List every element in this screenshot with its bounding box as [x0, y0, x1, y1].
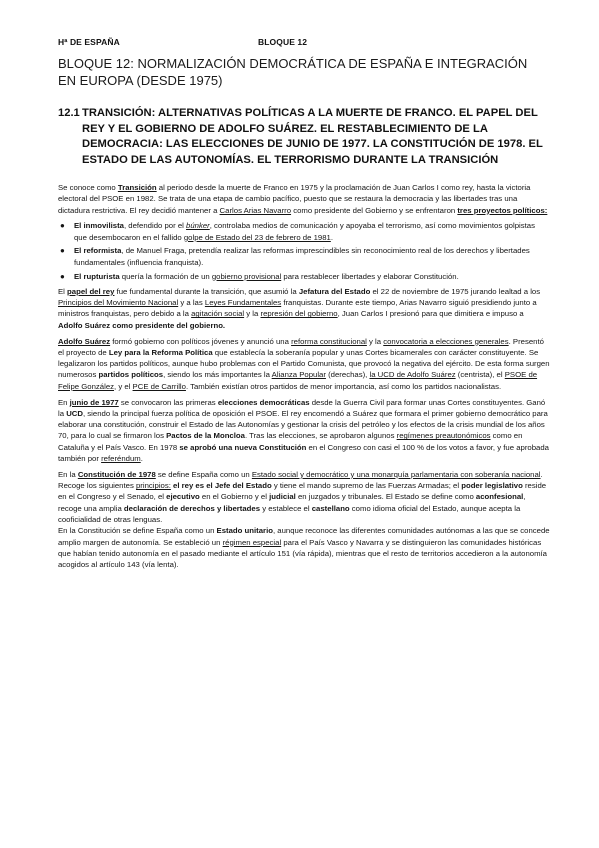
text: en el Congreso con casi el 100 % de los votos a favor, y fue aprobada también por: [58, 442, 549, 464]
term-reforma: reforma constitucional: [291, 336, 367, 346]
term-castellano: castellano: [311, 503, 350, 513]
term-papel-rey: papel del rey: [67, 286, 115, 296]
text: (centrista), el: [455, 370, 505, 380]
text: , y el: [114, 381, 133, 391]
header-subject: Hª DE ESPAÑA: [58, 37, 120, 47]
term-nueva-constitucion: se aprobó una nueva Constitución: [179, 442, 307, 452]
term-jefatura: Jefatura del Estado: [298, 286, 371, 296]
bullet-icon: ●: [60, 221, 65, 231]
term-arias-navarro: Carlos Arias Navarro: [219, 205, 292, 215]
item-heading: El rupturista: [74, 271, 120, 281]
term-transicion: Transición: [117, 183, 157, 192]
text: quería la formación de un: [119, 271, 212, 281]
term-derechos: declaración de derechos y libertades: [123, 503, 261, 513]
bullet-icon: ●: [60, 246, 65, 256]
paragraph-constitucion: [58, 469, 550, 525]
text: franquistas. Durante este tiempo, Arias Navarro siguió presidiendo junto a ministros franquistas, pero debido a la: [58, 298, 537, 319]
text: como en Cataluña y el País Vasco. En 1978: [58, 431, 523, 452]
text: En: [58, 397, 70, 407]
term-legislativo: poder legislativo: [461, 481, 523, 491]
text: formó gobierno con políticos jóvenes y anunció una: [110, 336, 292, 346]
term-moncloa: Pactos de la Moncloa: [166, 431, 245, 441]
text: reside en el Congreso y el Senado, el: [58, 481, 547, 502]
text: y establece el: [260, 503, 312, 513]
term-ucd: la UCD de Adolfo Suárez: [369, 370, 456, 380]
term-golpe: golpe de Estado del 23 de febrero de 1981: [183, 232, 331, 242]
document-body: [58, 182, 550, 575]
term-gobierno-provisional: gobierno provisional: [211, 271, 282, 281]
term-referendum: referéndum: [101, 454, 141, 464]
text: que establecía la soberanía popular y unas Cortes bicamerales con carácter constituyente. Se legalizaron los partidos políticos, aunque hubo problemas con el Partido Comunista, que provocó la negativa del ejército. De esta forma surgen numerosos: [58, 347, 550, 380]
term-judicial: judicial: [269, 492, 296, 502]
paragraph-intro: [58, 182, 550, 216]
section-heading: [58, 106, 548, 168]
text: , siendo los más importantes la: [163, 370, 272, 380]
text: el 22 de noviembre de 1975 jurando lealtad a los: [370, 286, 541, 296]
term-regimen-especial: régimen especial: [222, 537, 282, 547]
term-adolfo-suarez: Adolfo Suárez: [58, 336, 111, 346]
text: , siendo la principal fuerza política de oposición el PSOE. El rey encomendó a Suárez que formara el primer gobierno democrático para elaborar una constitución, construir el Estado de las Autonomías y gestionar la crisis del petróleo y los efectos de la crisis mundial de los años 70, para lo cual se firmaron los: [58, 408, 548, 441]
term-agitacion: agitación social: [191, 309, 245, 319]
term-principios: Principios del Movimiento Nacional: [58, 298, 179, 308]
text: , de Manuel Fraga, pretendía realizar las reformas imprescindibles sin reconocimiento real de los derechos y libertades fundamentales (influencia franquista).: [74, 246, 530, 267]
item-heading: El reformista: [74, 246, 122, 256]
term-ejecutivo: ejecutivo: [166, 492, 200, 502]
term-constitucion-1978: Constitución de 1978: [77, 469, 156, 479]
text: y la: [366, 336, 384, 346]
text: desde la Guerra Civil para formar unas Cortes constituyentes. Ganó la: [58, 397, 546, 418]
term-junio-1977: junio de 1977: [69, 397, 119, 407]
section-title: TRANSICIÓN: ALTERNATIVAS POLÍTICAS A LA MUERTE DE FRANCO. EL PAPEL DEL REY Y EL GOBIERNO DE ADOLFO SUÁREZ. EL RESTABLECIMIENTO DE LA DEMOCRACIA: LAS ELECCIONES DE JUNIO DE 1977. LA CONSTITUCIÓN DE 1978. EL ESTADO DE LAS AUTONOMÍAS. EL TERRORISMO DURANTE LA TRANSICIÓN: [82, 107, 543, 166]
text: se convocaron las primeras: [118, 397, 218, 407]
text: al periodo desde la muerte de Franco en 1975 y la proclamación de Juan Carlos I como rey, hasta la victoria electoral del PSOE en 1982. Se trata de una etapa de cambio pacífico, puesto que se restaura la democracia y las libertades tras una dictadura restrictiva. El rey decidió mantener a: [58, 183, 531, 215]
text: , recoge una amplia: [58, 492, 526, 513]
term-principios-constitucion: principios:: [135, 481, 171, 491]
term-aconfesional: aconfesional: [475, 492, 524, 502]
text: en juzgados y tribunales. El Estado se define como: [295, 492, 476, 502]
section-number: 12.1: [58, 107, 80, 119]
paragraph-autonomias: [58, 525, 550, 570]
term-bunker: búnker: [186, 221, 210, 231]
text: se define España como un: [155, 469, 252, 479]
term-estado-social: Estado social y democrático y una monarquía parlamentaria con soberanía nacional: [251, 469, 541, 479]
text: fue fundamental durante la transición, que asumió la: [114, 286, 299, 296]
text: Se conoce como: [58, 183, 118, 192]
text: . Recoge los siguientes: [58, 469, 543, 491]
text: , Juan Carlos I presionó para que dimitiera e impuso a: [337, 309, 524, 319]
text: y tiene el mando supremo de las Fuerzas Armadas; el: [271, 481, 462, 491]
text: , aunque reconoce las diferentes comunidades autónomas a las que se concede amplio margen de autonomía. Se estableció un: [58, 526, 550, 547]
text: y la: [244, 309, 261, 319]
bullet-icon: ●: [60, 271, 65, 281]
term-partidos: partidos políticos: [98, 370, 164, 380]
list-item: [60, 271, 550, 282]
term-alianza: Alianza Popular: [271, 370, 326, 380]
paragraph-suarez: [58, 336, 550, 392]
projects-list: [58, 220, 550, 281]
text: .: [330, 232, 333, 242]
term-pce: PCE de Carrillo: [132, 381, 186, 391]
text: (derechas),: [325, 370, 370, 380]
text: para el País Vasco y Navarra y se distinguieron las comunidades históricas que habían tenido autonomía en el pasado mediante el artículo 151 (vía rápida), mientras que el resto de territorios accedieron a la autonomía acogidos al artículo 143 (vía lenta).: [58, 537, 547, 570]
term-tres-proyectos: tres proyectos políticos:: [457, 205, 548, 215]
term-ley-reforma: Ley para la Reforma Política: [108, 347, 213, 357]
list-item: [60, 245, 550, 268]
text: y a las: [178, 298, 205, 308]
term-psoe: PSOE de Felipe González: [58, 370, 538, 391]
list-item: [60, 220, 550, 243]
text: En la: [58, 469, 78, 479]
term-leyes: Leyes Fundamentales: [204, 298, 282, 308]
term-rey-jefe: el rey es el Jefe del Estado: [173, 481, 272, 491]
page-title: BLOQUE 12: NORMALIZACIÓN DEMOCRÁTICA DE ESPAÑA E INTEGRACIÓN EN EUROPA (DESDE 1975): [58, 56, 528, 88]
item-heading: El inmovilista: [74, 221, 124, 231]
text: como idioma oficial del Estado, aunque acepta la cooficialidad de otras lenguas.: [58, 503, 521, 525]
term-represion: represión del gobierno: [260, 309, 338, 319]
text: .: [140, 454, 143, 464]
term-elecciones: elecciones democráticas: [217, 397, 310, 407]
text: en el Gobierno y el: [199, 492, 270, 502]
text: como presidente del Gobierno y se enfrentaron: [291, 205, 458, 215]
paragraph-elecciones: [58, 397, 550, 465]
text: En la Constitución se define España como un: [58, 526, 217, 536]
term-preautonomicos: regímenes preautonómicos: [396, 431, 491, 441]
paragraph-rey: [58, 286, 550, 331]
text: , defendido por el: [123, 221, 187, 231]
header-block: BLOQUE 12: [258, 37, 308, 47]
term-estado-unitario: Estado unitario: [216, 526, 273, 536]
text: El: [58, 286, 68, 296]
text: . Presentó el proyecto de: [58, 336, 544, 357]
text: . También existían otros partidos de menor importancia, así como los partidos nacionalistas.: [185, 381, 502, 391]
text: para restablecer libertades y elaborar Constitución.: [281, 271, 459, 281]
term-ucd-bold: UCD: [66, 408, 83, 418]
text: , controlaba medios de comunicación y apoyaba el terrorismo, así como movimientos golpistas que desembocaron en el fallido: [74, 221, 535, 242]
text: . Tras las elecciones, se aprobaron algunos: [244, 431, 397, 441]
term-suarez-presidente: Adolfo Suárez como presidente del gobierno.: [58, 320, 226, 330]
term-convocatoria: convocatoria a elecciones generales: [383, 336, 509, 346]
